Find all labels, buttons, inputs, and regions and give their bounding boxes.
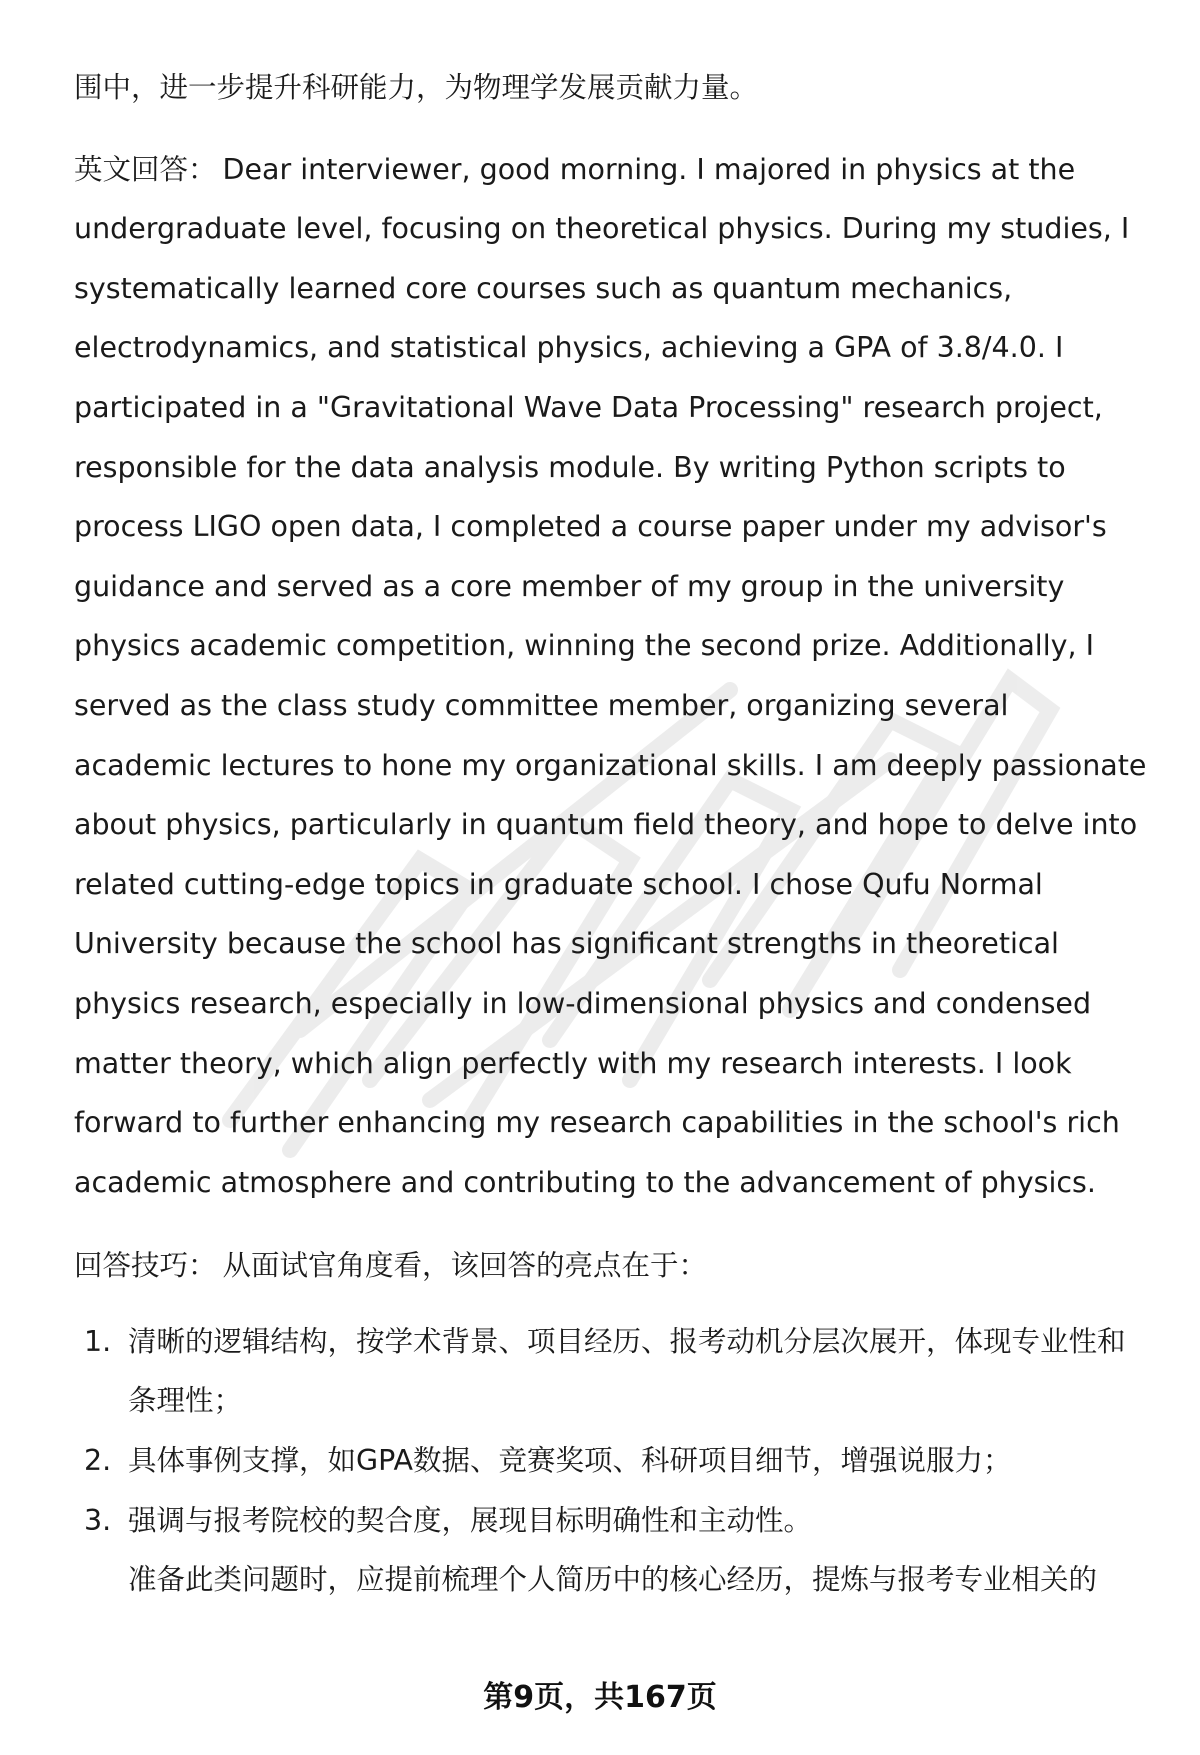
english-answer-paragraph (74, 140, 1149, 1213)
list-item (74, 1491, 1149, 1551)
tips-heading (74, 1236, 1149, 1296)
tips-list (74, 1312, 1149, 1550)
list-item-number: 3. (84, 1503, 112, 1537)
list-item-number: 2. (84, 1444, 112, 1478)
english-answer-text: Dear interviewer, good morning. I majored in physics at the undergraduate level, focusing on theoretical physics. During my studies, I systematically learned core courses such as quantum mechanics, electrodynamics, and statistical physics, achieving a GPA of 3.8/4.0. I participated in a "Gravitational Wave Data Processing" research project, responsible for the data analysis module. By writing Python scripts to process LIGO open data, I completed a course paper under my advisor's guidance and served as a core member of my group in the university physics academic competition, winning the second prize. Additionally, I served as the class study committee member, organizing several academic lectures to hone my organizational skills. I am deeply passionate about physics, particularly in quantum field theory, and hope to delve into related cutting-edge topics in graduate school. I chose Qufu Normal University because the school has significant strengths in theoretical physics research, especially in low-dimensional physics and condensed matter theory, which align perfectly with my research interests. I look forward to further enhancing my research capabilities in the school's rich academic atmosphere and contributing to the advancement of physics. (74, 152, 1147, 1199)
list-item-text: 强调与报考院校的契合度，展现目标明确性和主动性。 (128, 1503, 813, 1537)
lead-paragraph: 围中，进一步提升科研能力，为物理学发展贡献力量。 (74, 71, 759, 104)
page-indicator: 第9页，共167页 (483, 1680, 717, 1715)
list-item-number: 1. (84, 1324, 112, 1358)
closing-paragraph: 准备此类问题时，应提前梳理个人简历中的核心经历，提炼与报考专业相关的 (128, 1563, 1098, 1597)
tips-intro: 从面试官角度看，该回答的亮点在于： (222, 1249, 708, 1283)
document-body (74, 58, 1149, 1610)
list-item-text: 清晰的逻辑结构，按学术背景、项目经历、报考动机分层次展开，体现专业性和条理性； (128, 1324, 1126, 1418)
english-answer-label: 英文回答： (74, 152, 217, 186)
list-item (74, 1312, 1149, 1431)
list-item (74, 1431, 1149, 1491)
tips-label: 回答技巧： (74, 1249, 217, 1283)
list-item-text: 具体事例支撑，如GPA数据、竞赛奖项、科研项目细节，增强说服力； (128, 1444, 1012, 1478)
